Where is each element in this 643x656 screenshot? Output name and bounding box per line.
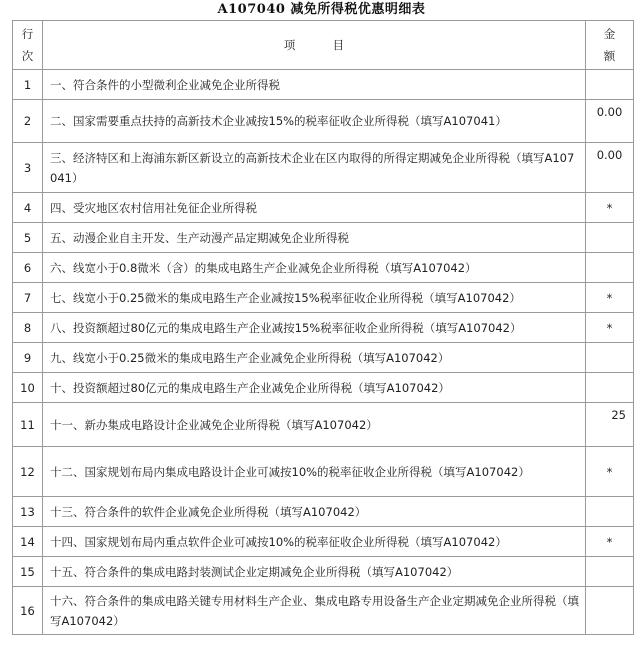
- table-row: [13, 100, 634, 143]
- row-amount[interactable]: *: [586, 193, 634, 223]
- row-item: 五、动漫企业自主开发、生产动漫产品定期减免企业所得税: [43, 223, 586, 253]
- row-number: 1: [13, 70, 43, 100]
- header-amount: [586, 21, 634, 70]
- row-item: 四、受灾地区农村信用社免征企业所得税: [43, 193, 586, 223]
- row-number: 4: [13, 193, 43, 223]
- row-amount[interactable]: [586, 497, 634, 527]
- header-amount-char: 额: [603, 49, 616, 63]
- row-amount[interactable]: *: [586, 283, 634, 313]
- row-number: 10: [13, 373, 43, 403]
- row-number: 7: [13, 283, 43, 313]
- row-item: 六、线宽小于0.8微米（含）的集成电路生产企业减免企业所得税（填写A107042）: [43, 253, 586, 283]
- row-item: 十一、新办集成电路设计企业减免企业所得税（填写A107042）: [43, 403, 586, 447]
- header-item-char: 目: [332, 38, 345, 52]
- header-item: [43, 21, 586, 70]
- row-item: 十五、符合条件的集成电路封装测试企业定期减免企业所得税（填写A107042）: [43, 557, 586, 587]
- row-number: 9: [13, 343, 43, 373]
- row-amount[interactable]: *: [586, 447, 634, 497]
- row-amount[interactable]: [586, 223, 634, 253]
- row-amount[interactable]: [586, 70, 634, 100]
- row-number: 13: [13, 497, 43, 527]
- row-amount[interactable]: *: [586, 313, 634, 343]
- table-row: [13, 343, 634, 373]
- row-amount[interactable]: [586, 343, 634, 373]
- row-amount[interactable]: 25: [586, 403, 634, 447]
- table-row: [13, 447, 634, 497]
- row-number: 8: [13, 313, 43, 343]
- table-row: [13, 143, 634, 193]
- row-number: 3: [13, 143, 43, 193]
- table-row: [13, 497, 634, 527]
- row-number: 11: [13, 403, 43, 447]
- form-title: A107040 减免所得税优惠明细表: [217, 2, 426, 17]
- table-row: [13, 527, 634, 557]
- row-item: 十三、符合条件的软件企业减免企业所得税（填写A107042）: [43, 497, 586, 527]
- header-item-char: 项: [283, 38, 296, 52]
- row-number: 6: [13, 253, 43, 283]
- row-number: 15: [13, 557, 43, 587]
- row-item: 十、投资额超过80亿元的集成电路生产企业减免企业所得税（填写A107042）: [43, 373, 586, 403]
- table-header-row: [13, 21, 634, 70]
- table-row: [13, 313, 634, 343]
- row-item: 一、符合条件的小型微利企业减免企业所得税: [43, 70, 586, 100]
- table-row: [13, 193, 634, 223]
- table-row: [13, 403, 634, 447]
- row-item: 十四、国家规划布局内重点软件企业可减按10%的税率征收企业所得税（填写A107042）: [43, 527, 586, 557]
- row-amount[interactable]: *: [586, 527, 634, 557]
- table-row: [13, 283, 634, 313]
- row-item: 七、线宽小于0.25微米的集成电路生产企业减按15%税率征收企业所得税（填写A107042）: [43, 283, 586, 313]
- table-row: [13, 223, 634, 253]
- table-row: [13, 557, 634, 587]
- table-row: [13, 587, 634, 635]
- row-number: 2: [13, 100, 43, 143]
- row-amount[interactable]: [586, 253, 634, 283]
- row-amount[interactable]: 0.00: [586, 100, 634, 143]
- header-row-number: [13, 21, 43, 70]
- tax-relief-table: [12, 20, 634, 635]
- row-item: 九、线宽小于0.25微米的集成电路生产企业减免企业所得税（填写A107042）: [43, 343, 586, 373]
- row-number: 14: [13, 527, 43, 557]
- row-amount[interactable]: [586, 587, 634, 635]
- table-row: [13, 253, 634, 283]
- row-item: 八、投资额超过80亿元的集成电路生产企业减按15%税率征收企业所得税（填写A107042）: [43, 313, 586, 343]
- row-amount[interactable]: [586, 557, 634, 587]
- table-row: [13, 373, 634, 403]
- row-number: 5: [13, 223, 43, 253]
- row-item: 二、国家需要重点扶持的高新技术企业减按15%的税率征收企业所得税（填写A107041）: [43, 100, 586, 143]
- row-item: 三、经济特区和上海浦东新区新设立的高新技术企业在区内取得的所得定期减免企业所得税（填写A107041）: [43, 143, 586, 193]
- row-item: 十六、符合条件的集成电路关键专用材料生产企业、集成电路专用设备生产企业定期减免企业所得税（填写A107042）: [43, 587, 586, 635]
- row-number: 16: [13, 587, 43, 635]
- row-amount[interactable]: [586, 373, 634, 403]
- table-row: [13, 70, 634, 100]
- header-row-number-char: 行: [21, 27, 34, 41]
- header-row-number-char: 次: [21, 49, 34, 63]
- row-amount[interactable]: 0.00: [586, 143, 634, 193]
- header-amount-char: 金: [603, 27, 616, 41]
- row-number: 12: [13, 447, 43, 497]
- row-item: 十二、国家规划布局内集成电路设计企业可减按10%的税率征收企业所得税（填写A107042）: [43, 447, 586, 497]
